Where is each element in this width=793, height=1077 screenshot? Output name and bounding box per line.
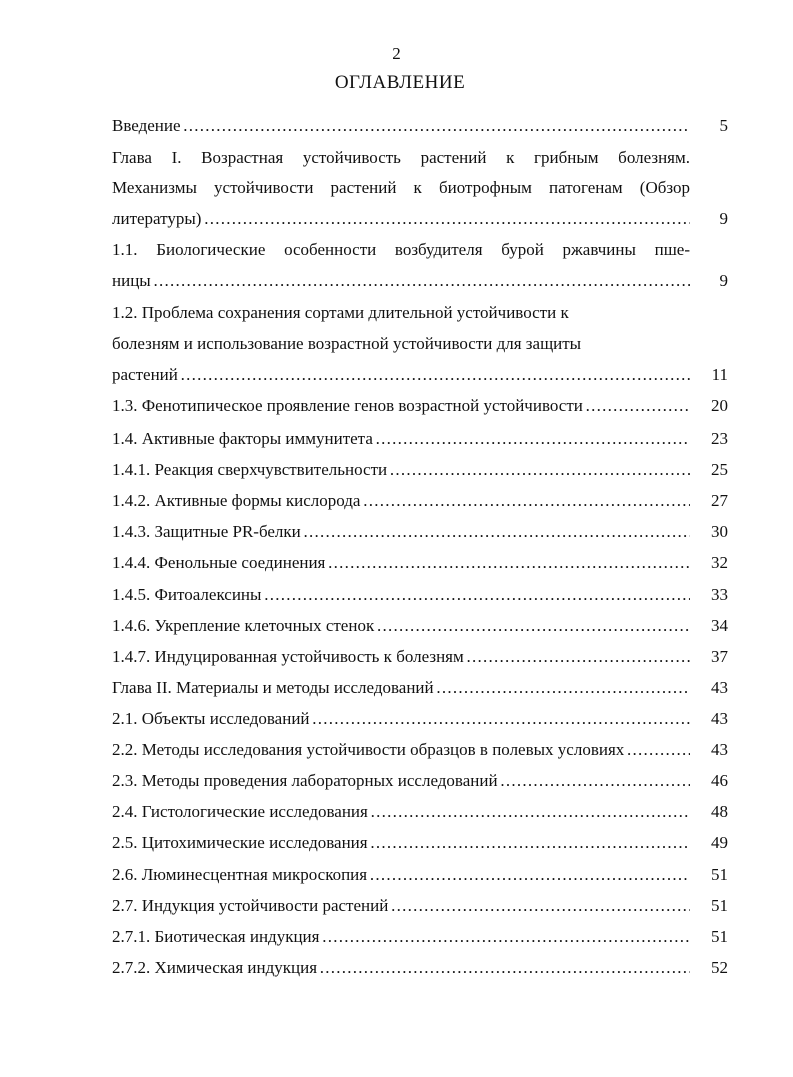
toc-entry bbox=[112, 552, 728, 574]
toc-entry bbox=[112, 801, 728, 823]
toc-chapter1-line-2: Механизмы устойчивости растений к биотрофным патогенам (Обзор bbox=[112, 178, 690, 197]
toc-entry-page: 34 bbox=[711, 616, 728, 635]
toc-entry-title: 2.7.2. Химическая индукция . . . bbox=[112, 957, 690, 979]
toc-entry-title: литературы) . . . bbox=[112, 208, 690, 230]
toc-entry-title: Глава II. Материалы и методы исследований . . . bbox=[112, 677, 690, 699]
toc-entry-title: ницы . . . bbox=[112, 270, 690, 292]
toc-entry bbox=[112, 895, 728, 917]
toc-entry bbox=[112, 646, 728, 668]
toc-entry bbox=[112, 739, 728, 761]
toc-entry-page: 30 bbox=[711, 522, 728, 541]
toc-entry-page: 51 bbox=[711, 896, 728, 915]
toc-entry bbox=[112, 615, 728, 637]
toc-entry-page: 49 bbox=[711, 833, 728, 852]
toc-entry-page: 23 bbox=[711, 429, 728, 448]
toc-entry-chapter1 bbox=[112, 208, 728, 230]
toc-s1-1-line-1: 1.1. Биологические особенности возбудителя бурой ржавчины пше- bbox=[112, 240, 690, 259]
toc-entry-title: 2.1. Объекты исследований . . . bbox=[112, 708, 690, 730]
toc-entry bbox=[112, 584, 728, 606]
toc-entry bbox=[112, 926, 728, 948]
toc-entry-page: 5 bbox=[719, 116, 728, 135]
toc-entry-page: 32 bbox=[711, 553, 728, 572]
toc-entry bbox=[112, 521, 728, 543]
toc-entry-page: 9 bbox=[719, 209, 728, 228]
toc-entry-title: 2.7.1. Биотическая индукция . . . bbox=[112, 926, 690, 948]
toc-entry-page: 27 bbox=[711, 491, 728, 510]
toc-entry-title: 2.5. Цитохимические исследования . . . bbox=[112, 832, 690, 854]
toc-entry-title: 1.4.2. Активные формы кислорода . . . bbox=[112, 490, 690, 512]
toc-entry bbox=[112, 490, 728, 512]
toc-entry-page: 52 bbox=[711, 958, 728, 977]
toc-entry bbox=[112, 395, 728, 417]
toc-entry-title: 1.4.7. Индуцированная устойчивость к болезням . . . bbox=[112, 646, 690, 668]
toc-entry bbox=[112, 459, 728, 481]
toc-entry-page: 43 bbox=[711, 678, 728, 697]
toc-entry-page: 9 bbox=[719, 271, 728, 290]
toc-entry-s1-2 bbox=[112, 364, 728, 386]
toc-s1-2-line-1: 1.2. Проблема сохранения сортами длительной устойчивости к bbox=[112, 303, 569, 322]
toc-entry-page: 37 bbox=[711, 647, 728, 666]
toc-entry bbox=[112, 677, 728, 699]
toc-entry-page: 51 bbox=[711, 927, 728, 946]
toc-entry-title: 2.7. Индукция устойчивости растений . . . bbox=[112, 895, 690, 917]
toc-entry-title: 1.4.4. Фенольные соединения . . . bbox=[112, 552, 690, 574]
toc-entry-title: 2.6. Люминесцентная микроскопия . . . bbox=[112, 864, 690, 886]
toc-entry-page: 11 bbox=[711, 365, 728, 384]
toc-entry bbox=[112, 770, 728, 792]
toc-s1-2-line-2: болезням и использование возрастной устойчивости для защиты bbox=[112, 334, 582, 353]
toc-entry-page: 33 bbox=[711, 585, 728, 604]
toc-entry bbox=[112, 864, 728, 886]
toc-entry-title: 1.4. Активные факторы иммунитета . . . bbox=[112, 428, 690, 450]
toc-entry-title: 2.3. Методы проведения лабораторных исследований . . . bbox=[112, 770, 690, 792]
toc-entry-page: 20 bbox=[711, 396, 728, 415]
toc-entry-page: 25 bbox=[711, 460, 728, 479]
toc-entry bbox=[112, 832, 728, 854]
toc-entry-title: 2.2. Методы исследования устойчивости образцов в полевых условиях . . . bbox=[112, 739, 690, 761]
toc-chapter1-line-1: Глава I. Возрастная устойчивость растений к грибным болезням. bbox=[112, 148, 690, 167]
toc-entry bbox=[112, 708, 728, 730]
toc-entry-title: растений . . . bbox=[112, 364, 690, 386]
toc-entry-title: 1.4.5. Фитоалексины . . . bbox=[112, 584, 690, 606]
toc-entry bbox=[112, 957, 728, 979]
toc-entry-title: 1.4.3. Защитные PR-белки . . . bbox=[112, 521, 690, 543]
page-number: 2 bbox=[392, 44, 401, 63]
toc-entry-page: 48 bbox=[711, 802, 728, 821]
toc-entry-title: 1.3. Фенотипическое проявление генов возрастной устойчивости . . . bbox=[112, 395, 690, 417]
toc-entry-title: 2.4. Гистологические исследования . . . bbox=[112, 801, 690, 823]
toc-entry-title: 1.4.6. Укрепление клеточных стенок . . . bbox=[112, 615, 690, 637]
toc-entry-s1-1 bbox=[112, 270, 728, 292]
toc-entry bbox=[112, 428, 728, 450]
toc-entry-page: 43 bbox=[711, 709, 728, 728]
toc-entry-page: 46 bbox=[711, 771, 728, 790]
page-title: ОГЛАВЛЕНИЕ bbox=[334, 72, 466, 93]
toc-entry-page: 51 bbox=[711, 865, 728, 884]
toc-entry-intro bbox=[112, 115, 728, 137]
toc-entry-page: 43 bbox=[711, 740, 728, 759]
toc-entry-title: Введение . . . bbox=[112, 115, 690, 137]
toc-entry-title: 1.4.1. Реакция сверхчувствительности . . . bbox=[112, 459, 690, 481]
